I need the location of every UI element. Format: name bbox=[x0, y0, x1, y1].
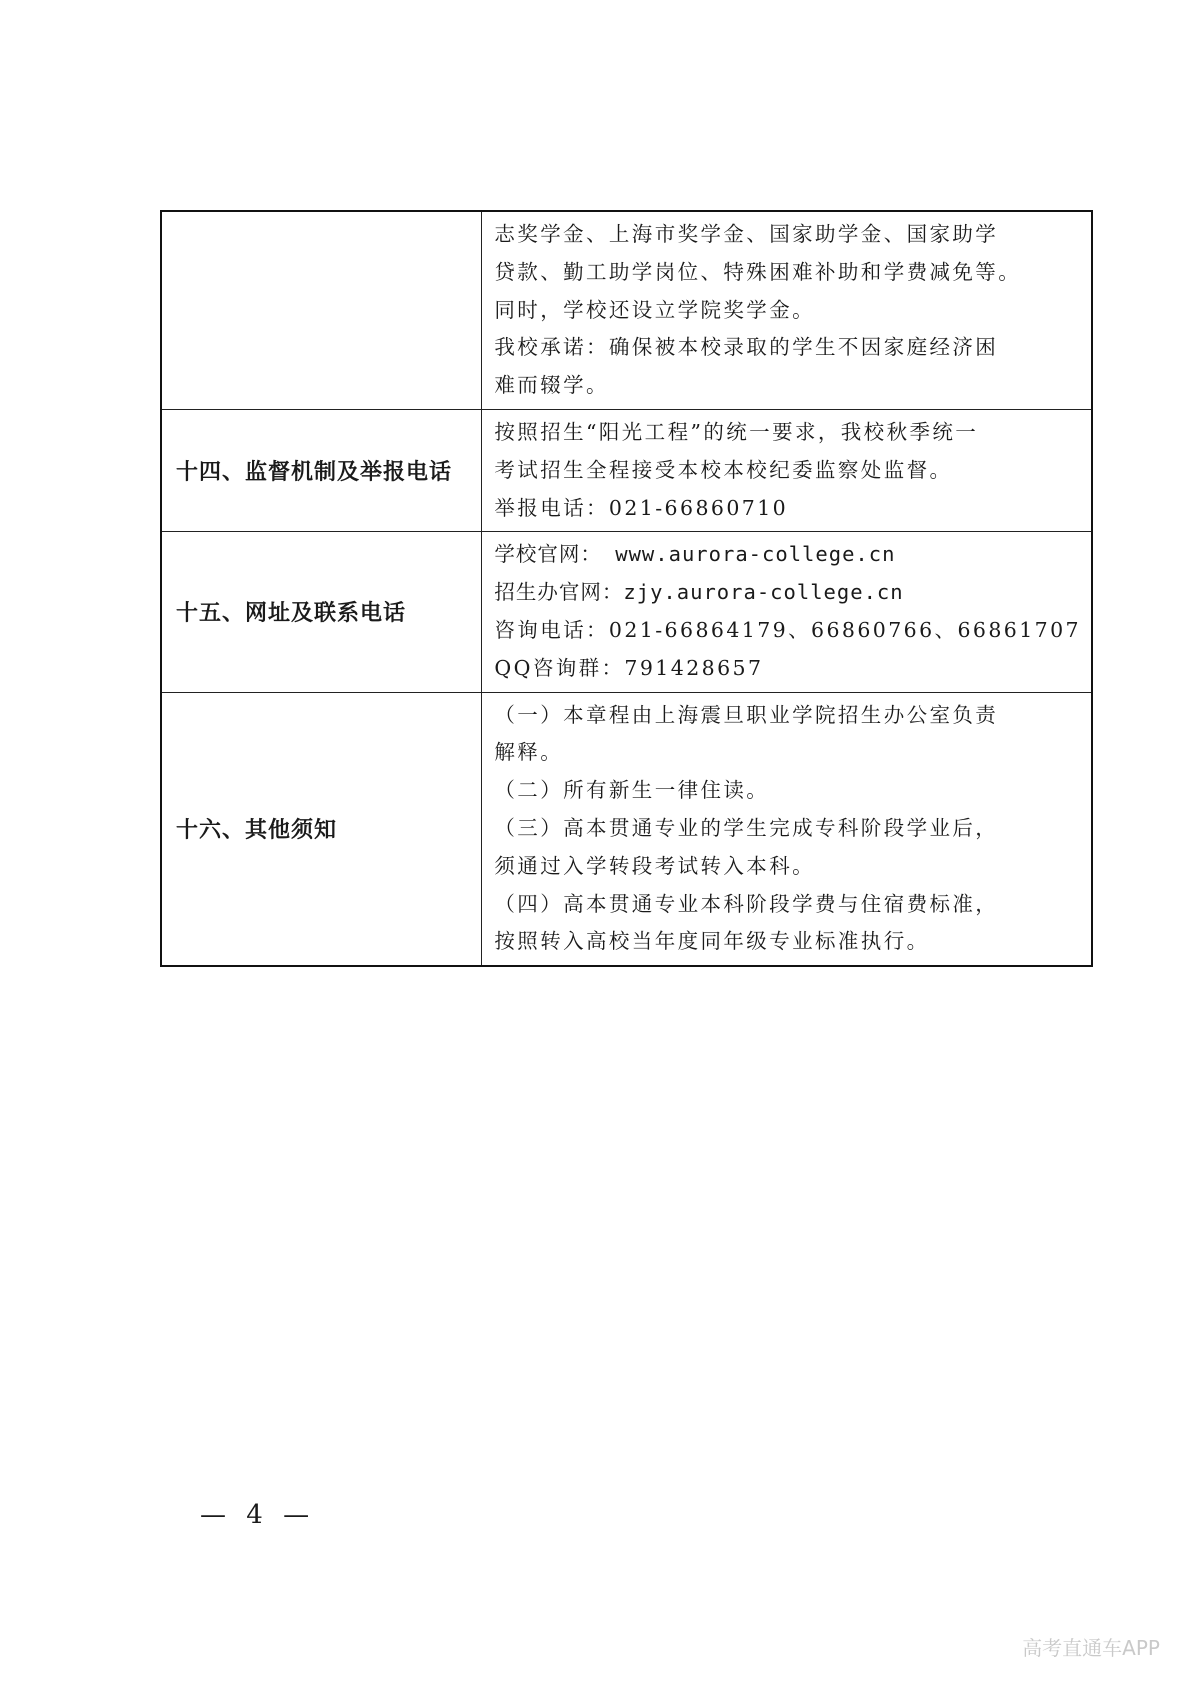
text-line: 按照招生“阳光工程”的统一要求，我校秋季统一 bbox=[494, 419, 979, 444]
page-number: — 4 — bbox=[200, 1500, 316, 1530]
watermark: 高考直通车APP bbox=[1022, 1636, 1160, 1660]
text-line: 贷款、勤工助学岗位、特殊困难补助和学费减免等。 bbox=[494, 259, 1022, 284]
text-line: 难而辍学。 bbox=[494, 373, 609, 398]
table-row bbox=[161, 409, 1092, 531]
row-content bbox=[482, 211, 1092, 409]
row-content bbox=[482, 692, 1092, 966]
text-line: （一）本章程由上海震旦职业学院招生办公室负责 bbox=[494, 702, 999, 727]
text-line: （三）高本贯通专业的学生完成专科阶段学业后， bbox=[494, 815, 999, 840]
text-line: （二）所有新生一律住读。 bbox=[494, 778, 770, 803]
text-line: 我校承诺：确保被本校录取的学生不因家庭经济困 bbox=[494, 335, 999, 360]
row-content bbox=[482, 409, 1092, 531]
row-label: 十四、监督机制及举报电话 bbox=[161, 409, 482, 531]
text-line: QQ咨询群：791428657 bbox=[494, 655, 764, 680]
table-row bbox=[161, 532, 1092, 692]
row-label: 十六、其他须知 bbox=[161, 692, 482, 966]
table-row bbox=[161, 692, 1092, 966]
text-line: 招生办官网：zjy.aurora-college.cn bbox=[494, 580, 904, 605]
row-label: 十五、网址及联系电话 bbox=[161, 532, 482, 692]
text-line: （四）高本贯通专业本科阶段学费与住宿费标准， bbox=[494, 891, 999, 916]
row-label bbox=[161, 211, 482, 409]
text-line: 须通过入学转段考试转入本科。 bbox=[494, 853, 816, 878]
row-content bbox=[482, 532, 1092, 692]
text-line: 解释。 bbox=[494, 740, 564, 765]
table-row bbox=[161, 211, 1092, 409]
text-line: 按照转入高校当年度同年级专业标准执行。 bbox=[494, 929, 930, 954]
text-line: 举报电话：021-66860710 bbox=[494, 495, 789, 520]
text-line: 考试招生全程接受本校本校纪委监察处监督。 bbox=[494, 457, 953, 482]
text-line: 同时，学校还设立学院奖学金。 bbox=[494, 297, 816, 322]
text-line: 志奖学金、上海市奖学金、国家助学金、国家助学 bbox=[494, 222, 999, 246]
text-line: 学校官网： www.aurora-college.cn bbox=[494, 542, 896, 567]
text-line: 咨询电话：021-66864179、66860766、66861707 bbox=[494, 617, 1081, 642]
info-table bbox=[160, 210, 1093, 967]
